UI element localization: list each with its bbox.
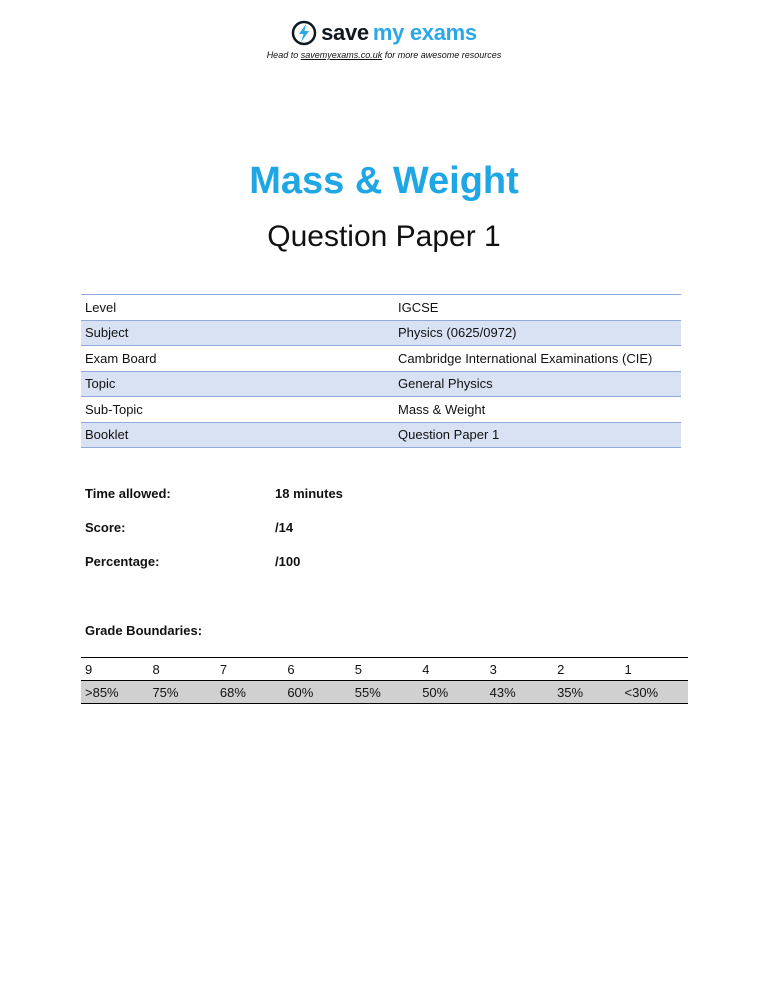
percentage-cell: 43% [486, 681, 553, 704]
info-value: General Physics [394, 371, 681, 397]
grade-cell: 7 [216, 658, 283, 681]
score [85, 520, 294, 535]
percentage-cell: 68% [216, 681, 283, 704]
percentage-cell: 55% [351, 681, 418, 704]
percentage-cell: 75% [148, 681, 215, 704]
time-allowed-value: 18 minutes [275, 486, 343, 501]
grade-cell: 5 [351, 658, 418, 681]
percentage-cell: 60% [283, 681, 350, 704]
percentage-row [81, 681, 688, 704]
grade-boundaries-table [81, 657, 688, 704]
percentage-value: /100 [275, 554, 301, 569]
info-label: Booklet [81, 422, 394, 448]
info-label: Exam Board [81, 346, 394, 372]
percentage-label: Percentage: [85, 554, 160, 569]
info-label: Subject [81, 320, 394, 346]
grade-cell: 2 [553, 658, 620, 681]
tagline-suffix: for more awesome resources [382, 50, 502, 60]
grade-cell: 6 [283, 658, 350, 681]
site-link[interactable]: savemyexams.co.uk [300, 50, 383, 60]
percentage [85, 554, 301, 569]
grade-row [81, 658, 688, 681]
info-value: IGCSE [394, 295, 681, 321]
info-row-booklet [81, 422, 681, 448]
paper-info-table [81, 294, 681, 448]
grade-cell: 8 [148, 658, 215, 681]
tagline-prefix: Head to [266, 50, 301, 60]
info-row-subject [81, 320, 681, 346]
page-title: Mass & Weight [249, 160, 519, 202]
info-row-exam-board [81, 346, 681, 372]
percentage-cell: >85% [81, 681, 148, 704]
time-allowed [85, 486, 343, 501]
info-value: Cambridge International Examinations (CIE) [394, 346, 681, 372]
info-row-sub-topic [81, 397, 681, 423]
tagline [0, 50, 768, 60]
info-value: Mass & Weight [394, 397, 681, 423]
info-label: Sub-Topic [81, 397, 394, 423]
percentage-cell: 35% [553, 681, 620, 704]
grade-cell: 9 [81, 658, 148, 681]
info-label: Level [81, 295, 394, 321]
lightning-bolt-icon [291, 20, 317, 46]
grade-cell: 3 [486, 658, 553, 681]
score-label: Score: [85, 520, 126, 535]
info-label: Topic [81, 371, 394, 397]
info-row-level [81, 295, 681, 321]
brand-logo [0, 20, 768, 51]
info-row-topic [81, 371, 681, 397]
percentage-cell: 50% [418, 681, 485, 704]
logo-word-save: save [321, 20, 369, 45]
grade-cell: 4 [418, 658, 485, 681]
info-value: Question Paper 1 [394, 422, 681, 448]
info-value: Physics (0625/0972) [394, 320, 681, 346]
percentage-cell: <30% [621, 681, 689, 704]
grade-boundaries-label: Grade Boundaries: [85, 623, 203, 638]
logo-word-my-exams: my exams [372, 20, 477, 45]
page-subtitle: Question Paper 1 [267, 220, 501, 253]
grade-cell: 1 [621, 658, 689, 681]
time-allowed-label: Time allowed: [85, 486, 171, 501]
score-value: /14 [275, 520, 294, 535]
